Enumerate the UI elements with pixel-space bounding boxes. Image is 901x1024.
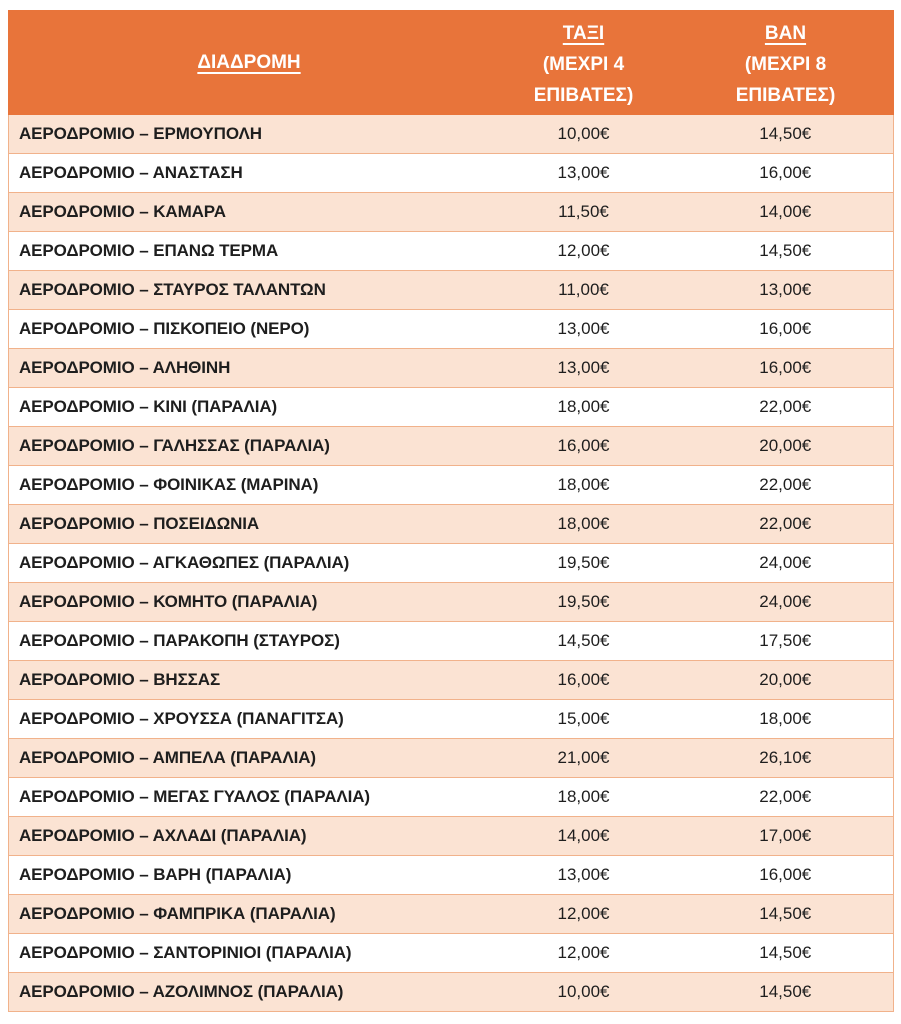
taxi-fare-cell: 12,00€ <box>490 232 678 271</box>
route-cell: ΑΕΡΟΔΡΟΜΙΟ – ΒΑΡΗ (ΠΑΡΑΛΙΑ) <box>9 856 490 895</box>
van-fare-cell: 17,50€ <box>678 622 894 661</box>
taxi-fare-cell: 14,00€ <box>490 817 678 856</box>
taxi-fare-cell: 11,50€ <box>490 193 678 232</box>
van-fare-cell: 24,00€ <box>678 544 894 583</box>
route-cell: ΑΕΡΟΔΡΟΜΙΟ – ΦΑΜΠΡΙΚΑ (ΠΑΡΑΛΙΑ) <box>9 895 490 934</box>
van-fare-cell: 24,00€ <box>678 583 894 622</box>
table-row <box>9 934 894 973</box>
airport-fare-table <box>8 10 894 1012</box>
route-cell: ΑΕΡΟΔΡΟΜΙΟ – ΑΝΑΣΤΑΣΗ <box>9 154 490 193</box>
table-row <box>9 973 894 1012</box>
route-cell: ΑΕΡΟΔΡΟΜΙΟ – ΑΜΠΕΛΑ (ΠΑΡΑΛΙΑ) <box>9 739 490 778</box>
route-cell: ΑΕΡΟΔΡΟΜΙΟ – ΣΑΝΤΟΡΙΝΙΟΙ (ΠΑΡΑΛΙΑ) <box>9 934 490 973</box>
taxi-fare-cell: 21,00€ <box>490 739 678 778</box>
van-fare-cell: 20,00€ <box>678 427 894 466</box>
table-row <box>9 583 894 622</box>
table-row <box>9 154 894 193</box>
taxi-fare-cell: 12,00€ <box>490 895 678 934</box>
table-row <box>9 193 894 232</box>
table-row <box>9 856 894 895</box>
van-fare-cell: 14,50€ <box>678 934 894 973</box>
table-row <box>9 505 894 544</box>
taxi-fare-cell: 12,00€ <box>490 934 678 973</box>
table-row <box>9 700 894 739</box>
route-column-header <box>9 11 490 115</box>
taxi-column-title: ΤΑΞΙ <box>562 23 605 44</box>
van-fare-cell: 16,00€ <box>678 154 894 193</box>
table-row <box>9 895 894 934</box>
table-row <box>9 232 894 271</box>
taxi-fare-cell: 13,00€ <box>490 349 678 388</box>
taxi-capacity-line2: ΕΠΙΒΑΤΕΣ) <box>533 85 634 106</box>
route-cell: ΑΕΡΟΔΡΟΜΙΟ – ΕΡΜΟΥΠΟΛΗ <box>9 115 490 154</box>
van-fare-cell: 22,00€ <box>678 388 894 427</box>
table-row <box>9 388 894 427</box>
route-cell: ΑΕΡΟΔΡΟΜΙΟ – ΑΛΗΘΙΝΗ <box>9 349 490 388</box>
van-fare-cell: 22,00€ <box>678 505 894 544</box>
van-fare-cell: 16,00€ <box>678 310 894 349</box>
van-fare-cell: 16,00€ <box>678 856 894 895</box>
table-row <box>9 427 894 466</box>
taxi-fare-cell: 14,50€ <box>490 622 678 661</box>
taxi-capacity-line1: (ΜΕΧΡΙ 4 <box>542 54 625 75</box>
route-cell: ΑΕΡΟΔΡΟΜΙΟ – ΦΟΙΝΙΚΑΣ (ΜΑΡΙΝΑ) <box>9 466 490 505</box>
taxi-fare-cell: 16,00€ <box>490 427 678 466</box>
van-fare-cell: 14,50€ <box>678 895 894 934</box>
route-cell: ΑΕΡΟΔΡΟΜΙΟ – ΣΤΑΥΡΟΣ ΤΑΛΑΝΤΩΝ <box>9 271 490 310</box>
van-fare-cell: 18,00€ <box>678 700 894 739</box>
route-cell: ΑΕΡΟΔΡΟΜΙΟ – ΧΡΟΥΣΣΑ (ΠΑΝΑΓΙΤΣΑ) <box>9 700 490 739</box>
taxi-fare-cell: 10,00€ <box>490 115 678 154</box>
van-capacity-line1: (ΜΕΧΡΙ 8 <box>744 54 827 75</box>
table-row <box>9 115 894 154</box>
taxi-fare-cell: 10,00€ <box>490 973 678 1012</box>
table-row <box>9 544 894 583</box>
table-row <box>9 817 894 856</box>
table-row <box>9 271 894 310</box>
taxi-fare-cell: 13,00€ <box>490 310 678 349</box>
taxi-fare-cell: 15,00€ <box>490 700 678 739</box>
fare-table-body <box>9 115 894 1012</box>
table-row <box>9 349 894 388</box>
van-fare-cell: 22,00€ <box>678 466 894 505</box>
route-cell: ΑΕΡΟΔΡΟΜΙΟ – ΒΗΣΣΑΣ <box>9 661 490 700</box>
table-row <box>9 739 894 778</box>
van-column-title: ΒΑΝ <box>764 23 807 44</box>
route-cell: ΑΕΡΟΔΡΟΜΙΟ – ΕΠΑΝΩ ΤΕΡΜΑ <box>9 232 490 271</box>
taxi-fare-cell: 18,00€ <box>490 505 678 544</box>
taxi-fare-cell: 19,50€ <box>490 544 678 583</box>
taxi-fare-cell: 13,00€ <box>490 856 678 895</box>
van-fare-cell: 26,10€ <box>678 739 894 778</box>
route-cell: ΑΕΡΟΔΡΟΜΙΟ – ΑΧΛΑΔΙ (ΠΑΡΑΛΙΑ) <box>9 817 490 856</box>
van-column-header <box>678 11 894 115</box>
table-row <box>9 466 894 505</box>
taxi-fare-cell: 18,00€ <box>490 466 678 505</box>
route-cell: ΑΕΡΟΔΡΟΜΙΟ – ΓΑΛΗΣΣΑΣ (ΠΑΡΑΛΙΑ) <box>9 427 490 466</box>
van-fare-cell: 14,00€ <box>678 193 894 232</box>
route-cell: ΑΕΡΟΔΡΟΜΙΟ – ΠΙΣΚΟΠΕΙΟ (ΝΕΡΟ) <box>9 310 490 349</box>
route-cell: ΑΕΡΟΔΡΟΜΙΟ – ΚΑΜΑΡΑ <box>9 193 490 232</box>
van-header-stack <box>678 11 893 114</box>
route-column-title: ΔΙΑΔΡΟΜΗ <box>197 52 301 73</box>
van-fare-cell: 14,50€ <box>678 973 894 1012</box>
taxi-fare-cell: 13,00€ <box>490 154 678 193</box>
van-fare-cell: 20,00€ <box>678 661 894 700</box>
van-fare-cell: 16,00€ <box>678 349 894 388</box>
taxi-fare-cell: 19,50€ <box>490 583 678 622</box>
taxi-header-stack <box>490 11 677 114</box>
route-cell: ΑΕΡΟΔΡΟΜΙΟ – ΑΓΚΑΘΩΠΕΣ (ΠΑΡΑΛΙΑ) <box>9 544 490 583</box>
van-capacity-line2: ΕΠΙΒΑΤΕΣ) <box>735 85 836 106</box>
table-row <box>9 622 894 661</box>
taxi-fare-cell: 18,00€ <box>490 778 678 817</box>
header-row <box>9 11 894 115</box>
taxi-fare-cell: 11,00€ <box>490 271 678 310</box>
van-fare-cell: 14,50€ <box>678 232 894 271</box>
fare-table-header <box>9 11 894 115</box>
table-row <box>9 778 894 817</box>
van-fare-cell: 17,00€ <box>678 817 894 856</box>
van-fare-cell: 14,50€ <box>678 115 894 154</box>
table-row <box>9 310 894 349</box>
route-cell: ΑΕΡΟΔΡΟΜΙΟ – ΜΕΓΑΣ ΓΥΑΛΟΣ (ΠΑΡΑΛΙΑ) <box>9 778 490 817</box>
route-cell: ΑΕΡΟΔΡΟΜΙΟ – ΑΖΟΛΙΜΝΟΣ (ΠΑΡΑΛΙΑ) <box>9 973 490 1012</box>
route-cell: ΑΕΡΟΔΡΟΜΙΟ – ΠΑΡΑΚΟΠΗ (ΣΤΑΥΡΟΣ) <box>9 622 490 661</box>
van-fare-cell: 13,00€ <box>678 271 894 310</box>
table-row <box>9 661 894 700</box>
route-cell: ΑΕΡΟΔΡΟΜΙΟ – ΚΙΝΙ (ΠΑΡΑΛΙΑ) <box>9 388 490 427</box>
taxi-column-header <box>490 11 678 115</box>
taxi-fare-cell: 18,00€ <box>490 388 678 427</box>
route-cell: ΑΕΡΟΔΡΟΜΙΟ – ΚΟΜΗΤΟ (ΠΑΡΑΛΙΑ) <box>9 583 490 622</box>
van-fare-cell: 22,00€ <box>678 778 894 817</box>
taxi-fare-cell: 16,00€ <box>490 661 678 700</box>
route-cell: ΑΕΡΟΔΡΟΜΙΟ – ΠΟΣΕΙΔΩΝΙΑ <box>9 505 490 544</box>
